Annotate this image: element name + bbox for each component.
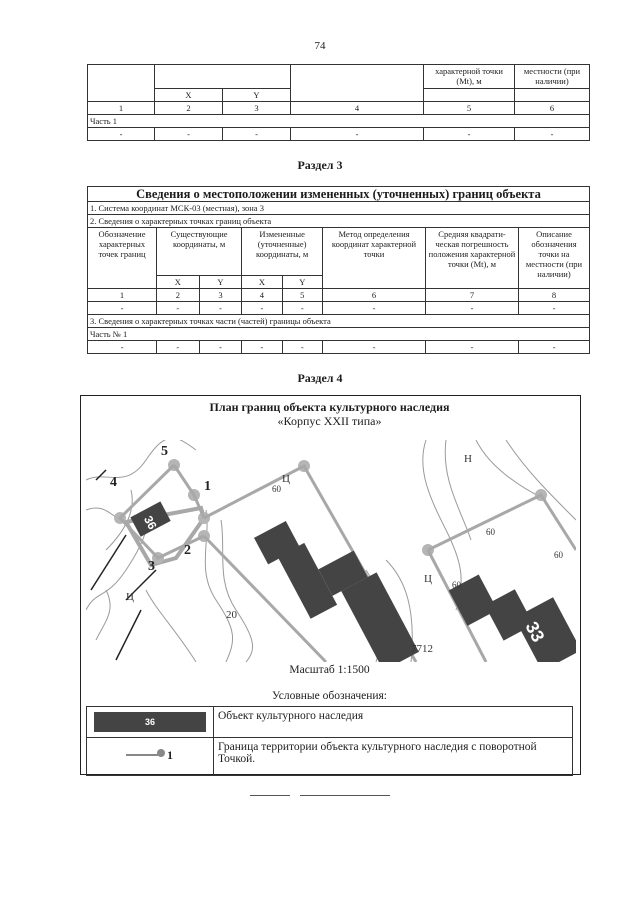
coord-system-row: 1. Система координат МСК-03 (местная), зона 3 [88,202,590,215]
building-32-label: 32 [329,620,357,648]
label-n: Н [464,453,472,465]
table-section-3: Сведения о местоположении измененных (уточненных) границ объекта 1. Система координат МСК-03 (местная), зона 3 2. Сведения о характерных точках границ объекта Обозначение характерных точек границ Существующие координаты, м Измененные (уточненные) координаты, м Метод определения координат характерной точки Средняя квадрати-ческая погрешность положения характерной точки (Mt), м Описание обозначения точки на местности (при наличии) X Y X Y 1 2 3 4 5 6 7 8 - - - - - - - - 3. Сведения о характерных точках части (частей) границы объекта Часть № 1 - - - - - - - - [87,186,590,354]
legend-boundary-text: Граница территории объекта культурного наследия с поворотной Точкой. [214,738,573,776]
section-3-heading: Раздел 3 [297,158,343,172]
page-number: 74 [314,40,326,52]
map-scale: Масштаб 1:1500 [289,664,370,676]
col-description: Описание обозначения точки на местности (при наличии) [519,228,590,289]
label-60-d: 60 [554,550,563,560]
col-method: Метод определения координат характерной точки [323,228,426,289]
footer-rule-short [250,795,290,796]
boundary-map [86,440,576,662]
plan-title: План границ объекта культурного наследия [209,400,450,414]
label-60-a: 60 [272,484,281,494]
legend-heritage-symbol [87,707,214,738]
table-title: Сведения о местоположении измененных (уточненных) границ объекта [88,187,590,202]
col-changed-coords: Измененные (уточненные) координаты, м [242,228,323,276]
label-ts-3: Ц [424,573,432,585]
col-existing-coords: Существующие координаты, м [157,228,242,276]
header-description: местности (при наличии) [515,65,590,89]
boundary-point-number: 1 [167,748,173,762]
map-svg [86,440,576,662]
part-label: Часть № 1 [88,328,590,341]
boundary-point-icon [91,741,209,769]
table-continuation: характерной точки (Mt), м местности (при наличии) X Y 1 2 3 4 5 6 Часть 1 - - - - - - [87,64,590,141]
label-7712: 7712 [411,643,433,655]
col-x: X [155,89,223,102]
building-33-label: 33 [521,618,549,646]
label-60-c: 60 [452,580,461,590]
part-points-row: 3. Сведения о характерных точках части (частей) границы объекта [88,315,590,328]
part-label: Часть 1 [88,115,590,128]
object-36-label: 36 [141,513,160,532]
legend-boundary-symbol [87,738,214,776]
col-point-id: Обозначение характерных точек границ [88,228,157,289]
label-60-b: 60 [486,527,495,537]
section-4-heading: Раздел 4 [297,371,343,385]
points-info-row: 2. Сведения о характерных точках границ объекта [88,215,590,228]
legend-heritage-text: Объект культурного наследия [214,707,573,738]
header-error: характерной точки (Mt), м [424,65,515,89]
point-4-label: 4 [110,475,117,490]
plan-subtitle: «Корпус XXII типа» [277,414,382,428]
footer-rule-long [300,795,390,796]
col-y: Y [223,89,291,102]
label-ts-2: Ц [126,591,134,603]
heritage-swatch: 36 [94,712,206,732]
legend-title: Условные обозначения: [271,690,388,702]
point-1-label: 1 [204,479,211,494]
point-3-label: 3 [148,559,155,574]
legend-table [86,706,573,776]
point-2-label: 2 [184,543,191,558]
building-33 [449,549,576,662]
point-5-label: 5 [161,444,168,459]
label-ts-1: Ц [282,473,290,485]
label-20: 20 [226,609,237,621]
col-mt: Средняя квадрати-ческая погрешность положения характерной точки (Mt), м [426,228,519,289]
